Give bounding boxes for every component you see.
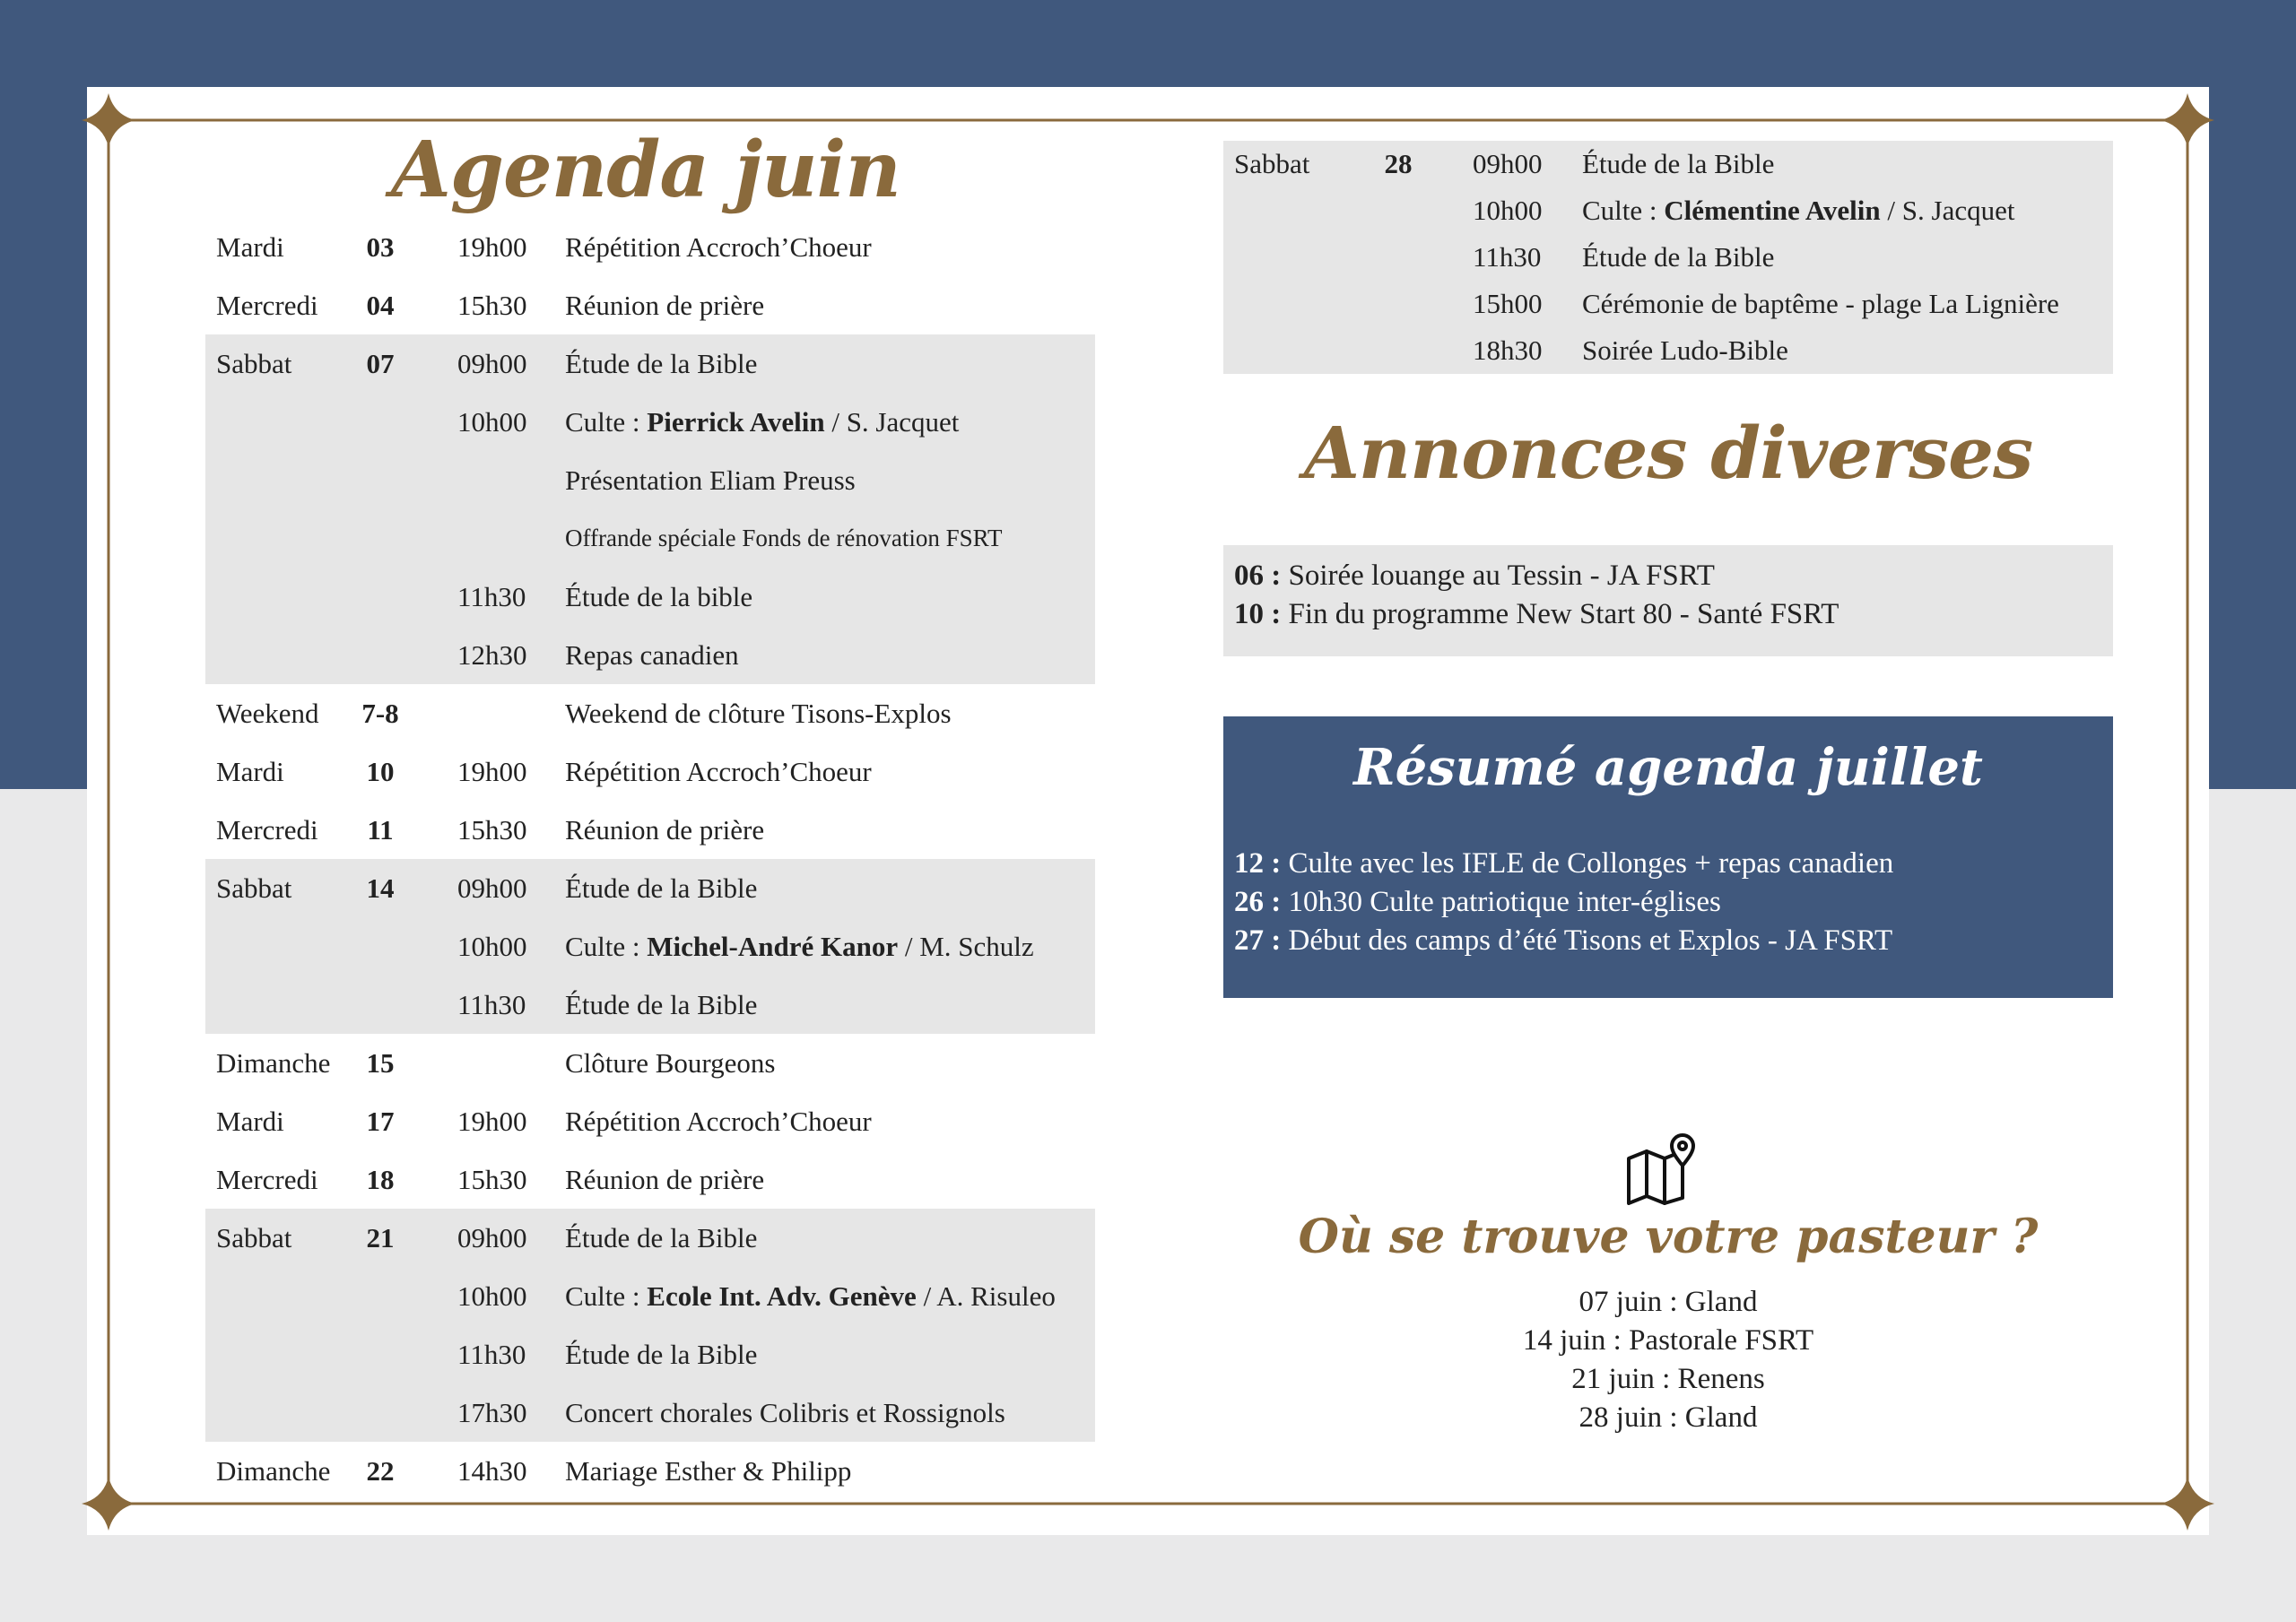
event-text: Présentation Eliam Preuss (565, 464, 856, 496)
agenda-row (205, 1325, 1095, 1383)
date-number: 15 (366, 1047, 395, 1079)
day-label: Mercredi (216, 290, 318, 321)
item-date: 10 : (1234, 598, 1282, 630)
item-text: Début des camps d’été Tisons et Explos - JA FSRT (1281, 924, 1893, 957)
sabbat28-row (1223, 327, 2113, 374)
event-text (565, 917, 1034, 976)
date-number: 11 (367, 814, 394, 846)
agenda-row (205, 276, 1095, 334)
annonces-title: Annonces diverses (1303, 411, 2033, 495)
pasteur-item: 14 juin : Pastorale FSRT (1522, 1324, 1814, 1357)
time-label: 19h00 (457, 756, 527, 787)
event-text (565, 393, 959, 451)
item-date: 26 : (1234, 886, 1282, 918)
time-label: 17h30 (457, 1397, 527, 1428)
event-text: Étude de la Bible (565, 989, 758, 1020)
event-text: Mariage Esther & Philipp (565, 1455, 852, 1487)
event-prefix: Culte : (565, 931, 648, 962)
day-label: Mercredi (216, 1164, 318, 1195)
agenda-row (205, 1267, 1095, 1325)
item-text: Soirée louange au Tessin - JA FSRT (1281, 559, 1715, 592)
pasteur-item: 07 juin : Gland (1578, 1286, 1758, 1318)
date-number: 22 (366, 1455, 395, 1487)
agenda-row (205, 976, 1095, 1034)
event-text: Repas canadien (565, 639, 739, 671)
event-text: Étude de la Bible (565, 348, 758, 379)
item-text: 10h30 Culte patriotique inter-églises (1281, 886, 1721, 918)
time-label: 09h00 (457, 1222, 527, 1253)
day-label: Mardi (216, 756, 284, 787)
pasteur-item: 28 juin : Gland (1578, 1401, 1758, 1434)
agenda-row (205, 684, 1095, 742)
event-speaker: Pierrick Avelin (647, 406, 825, 438)
date-number: 28 (1384, 148, 1413, 179)
day-label: Mercredi (216, 814, 318, 846)
event-text: Cérémonie de baptême - plage La Lignière (1582, 288, 2059, 319)
event-text: Réunion de prière (565, 290, 765, 321)
agenda-row (205, 568, 1095, 626)
event-suffix: / S. Jacquet (824, 406, 960, 438)
agenda-row (205, 1150, 1095, 1209)
event-text: Clôture Bourgeons (565, 1047, 776, 1079)
event-text: Concert chorales Colibris et Rossignols (565, 1397, 1005, 1428)
agenda-title: Agenda juin (391, 125, 900, 215)
event-text: Étude de la Bible (565, 1222, 758, 1253)
time-label: 09h00 (457, 872, 527, 904)
event-prefix: Culte : (565, 1280, 648, 1312)
event-text: Répétition Accroch’Choeur (565, 756, 872, 787)
agenda-row (205, 1442, 1095, 1500)
annonces-list (1223, 545, 2113, 656)
sabbat28-row (1223, 187, 2113, 234)
agenda-row (205, 1034, 1095, 1092)
event-prefix: Culte : (1582, 195, 1665, 226)
agenda-row (205, 626, 1095, 684)
time-label: 19h00 (457, 231, 527, 263)
date-number: 18 (366, 1164, 395, 1195)
time-label: 15h30 (457, 290, 527, 321)
sabbat-28-block (1223, 141, 2113, 374)
time-label: 11h30 (457, 1339, 526, 1370)
agenda-row (205, 1092, 1095, 1150)
event-suffix: / M. Schulz (898, 931, 1034, 962)
day-label: Sabbat (216, 348, 292, 379)
agenda-table (205, 218, 1095, 1500)
sabbat28-row (1223, 234, 2113, 281)
event-text: Réunion de prière (565, 1164, 765, 1195)
agenda-row (205, 451, 1095, 509)
time-label: 09h00 (1473, 148, 1543, 179)
time-label: 10h00 (457, 931, 527, 962)
time-label: 10h00 (1473, 195, 1543, 226)
event-text: Répétition Accroch’Choeur (565, 231, 872, 263)
event-text: Offrande spéciale Fonds de rénovation FSRT (565, 525, 1003, 551)
date-number: 17 (366, 1106, 395, 1137)
time-label: 19h00 (457, 1106, 527, 1137)
juillet-item (1234, 922, 1893, 960)
time-label: 09h00 (457, 348, 527, 379)
event-speaker: Ecole Int. Adv. Genève (647, 1280, 917, 1312)
day-label: Weekend (216, 698, 319, 729)
time-label: 18h30 (1473, 334, 1543, 366)
agenda-row (205, 859, 1095, 917)
juillet-item (1234, 845, 1893, 883)
event-prefix: Culte : (565, 406, 648, 438)
event-speaker: Michel-André Kanor (647, 931, 899, 962)
annonces-item (1234, 557, 2102, 595)
juillet-item (1234, 883, 1893, 922)
time-label: 15h30 (457, 1164, 527, 1195)
time-label: 10h00 (457, 406, 527, 438)
time-label: 10h00 (457, 1280, 527, 1312)
juillet-list (1234, 845, 1893, 960)
agenda-row (205, 801, 1095, 859)
day-label: Dimanche (216, 1455, 331, 1487)
agenda-row (205, 393, 1095, 451)
item-date: 12 : (1234, 847, 1282, 880)
day-label: Sabbat (216, 872, 292, 904)
map-pin-icon (1625, 1132, 1706, 1205)
date-number: 7-8 (361, 698, 399, 729)
event-suffix: / S. Jacquet (1880, 195, 2015, 226)
juillet-summary-box (1223, 716, 2113, 998)
date-number: 03 (366, 231, 395, 263)
date-number: 07 (366, 348, 395, 379)
event-text: Réunion de prière (565, 814, 765, 846)
agenda-row (205, 1383, 1095, 1442)
sabbat28-row (1223, 281, 2113, 327)
time-label: 14h30 (457, 1455, 527, 1487)
event-text: Étude de la Bible (1582, 148, 1775, 179)
pasteur-item: 21 juin : Renens (1571, 1363, 1765, 1395)
time-label: 15h30 (457, 814, 527, 846)
item-text: Culte avec les IFLE de Collonges + repas canadien (1281, 847, 1894, 880)
agenda-row (205, 1209, 1095, 1267)
time-label: 11h30 (1473, 241, 1542, 273)
day-label: Sabbat (216, 1222, 292, 1253)
event-text (1582, 187, 2014, 234)
event-text: Weekend de clôture Tisons-Explos (565, 698, 952, 729)
event-text: Étude de la Bible (565, 872, 758, 904)
day-label: Mardi (216, 231, 284, 263)
time-label: 11h30 (457, 581, 526, 612)
juillet-title: Résumé agenda juillet (1353, 738, 1983, 797)
pasteur-list (1223, 1283, 2113, 1437)
event-text: Étude de la Bible (565, 1339, 758, 1370)
item-date: 06 : (1234, 559, 1282, 592)
pasteur-title: Où se trouve votre pasteur ? (1298, 1210, 2039, 1264)
annonces-item (1234, 595, 2102, 634)
date-number: 04 (366, 290, 395, 321)
day-label: Sabbat (1234, 148, 1310, 179)
event-text: Étude de la Bible (1582, 241, 1775, 273)
agenda-row (205, 218, 1095, 276)
item-text: Fin du programme New Start 80 - Santé FSRT (1281, 598, 1839, 630)
agenda-row (205, 334, 1095, 393)
event-speaker: Clémentine Avelin (1664, 195, 1881, 226)
agenda-row (205, 742, 1095, 801)
event-text: Étude de la bible (565, 581, 753, 612)
time-label: 11h30 (457, 989, 526, 1020)
event-text (565, 1267, 1056, 1325)
day-label: Mardi (216, 1106, 284, 1137)
date-number: 14 (366, 872, 395, 904)
event-suffix: / A. Risuleo (916, 1280, 1056, 1312)
item-date: 27 : (1234, 924, 1282, 957)
time-label: 12h30 (457, 639, 527, 671)
event-text: Répétition Accroch’Choeur (565, 1106, 872, 1137)
sabbat28-row (1223, 141, 2113, 187)
agenda-row (205, 509, 1095, 568)
date-number: 21 (366, 1222, 395, 1253)
event-text: Soirée Ludo-Bible (1582, 334, 1788, 366)
date-number: 10 (366, 756, 395, 787)
day-label: Dimanche (216, 1047, 331, 1079)
agenda-row (205, 917, 1095, 976)
time-label: 15h00 (1473, 288, 1543, 319)
